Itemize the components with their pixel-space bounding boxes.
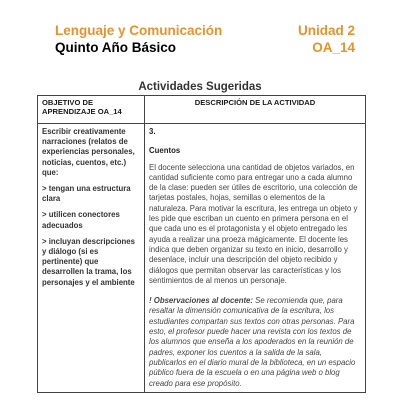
teacher-observations: [149, 296, 361, 389]
table-row: [38, 124, 366, 393]
observations-text: Se recomienda que, para resaltar la dimensión comunicativa de la escritura, los estudiantes compartan sus textos con otras personas. Para esto, el profesor puede hacer una revista con los textos de los alumnos que enseña a los apoderados en la reunión de padres, exponer los cuentos a la salida de la sala, publicarlos en el diario mural de la biblioteca, en un espacio público fuera de la escuela o en una página web o blog creado para ese propósito.: [149, 296, 356, 388]
activity-title: Cuentos: [149, 146, 181, 156]
col-header-objective: OBJETIVO DE APRENDIZAJE OA_14: [38, 96, 145, 124]
activity-cell: [145, 124, 366, 393]
objective-cell: [38, 124, 145, 393]
observations-label: ! Observaciones al docente:: [149, 296, 253, 306]
objective-item: > incluyan descripciones y diálogo (si es pertinente) que desarrollen la trama, los personajes y el ambiente: [42, 236, 135, 287]
objective-item: > utilicen conectores adecuados: [42, 210, 120, 230]
activity-number: 3.: [149, 127, 156, 136]
objective-intro: Escribir creativamente narraciones (relatos de experiencias personales, noticias, cuentos, etc.) que:: [42, 127, 135, 177]
activity-description: El docente selecciona una cantidad de objetos variados, en cantidad suficiente como para entregar uno a cada alumno de la clase: pueden ser útiles de escritorio, una colección de tarjetas postales, hojas, semillas o elementos de la naturaleza. Para motivar la escritura, les entrega un objeto y les pide que escriban un cuento en primera persona en el que cada uno es el protagonista y el objeto entregado les ayuda a realizar una proeza mágicamente. El docente les indica que deben organizar su texto en inicio, desarrollo y desenlace, incluir una descripción del objeto recibido y diálogos que permitan observar las características y los sentimientos de al menos un personaje.: [149, 162, 358, 285]
header-right: [298, 22, 355, 56]
col-header-description: DESCRIPCIÓN DE LA ACTIVIDAD: [145, 96, 366, 124]
table-header-row: [38, 96, 366, 124]
header-left: [55, 22, 222, 56]
objective-code: OA_14: [312, 40, 355, 55]
subject-title: Lenguaje y Comunicación: [55, 23, 223, 38]
page-header: [55, 22, 355, 62]
unit-title: Unidad 2: [297, 23, 355, 38]
section-title: Actividades Sugeridas: [138, 81, 262, 93]
objective-item: > tengan una estructura clara: [42, 184, 131, 204]
activities-table: [37, 95, 366, 393]
grade-title: Quinto Año Básico: [55, 40, 176, 55]
